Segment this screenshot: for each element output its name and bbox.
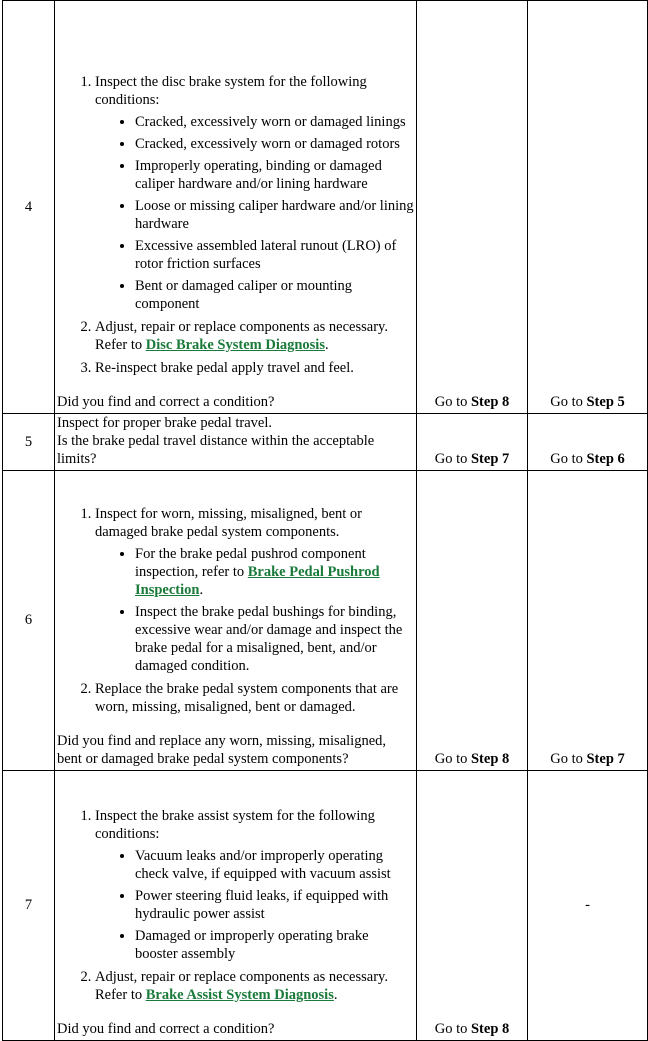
step-number: 7: [3, 771, 55, 1041]
step-action: [55, 1, 417, 414]
list-item: • Damaged or improperly operating brake booster assembly: [135, 927, 414, 963]
action-list: [57, 807, 414, 1004]
step-number: 6: [3, 471, 55, 771]
list-item: 1. Inspect the brake assist system for the following conditions: • Vacuum leaks and/or improperly operating check valve, if equipped with vacuum assist • Power steering fluid leaks, if equipped with hydraulic power assist • Damaged or improperly operating brake booster assembly: [95, 807, 414, 963]
pedal-pushrod-inspection-link[interactable]: Brake Pedal Pushrod Inspection: [135, 564, 380, 598]
list-item: • Cracked, excessively worn or damaged rotors: [135, 135, 414, 153]
brake-assist-diagnosis-link[interactable]: Brake Assist System Diagnosis: [145, 987, 334, 1003]
go-to-step-link[interactable]: Step 7: [470, 451, 510, 467]
inspection-list: [95, 545, 414, 675]
diagnostic-table: [2, 0, 648, 1041]
disc-brake-diagnosis-link[interactable]: Disc Brake System Diagnosis: [145, 337, 325, 353]
table-row-step-5: [3, 414, 648, 471]
go-to-step-link[interactable]: Step 8: [470, 394, 510, 410]
go-to-step-link[interactable]: Step 7: [586, 751, 625, 767]
list-item: 3. Re-inspect brake pedal apply travel and feel.: [95, 359, 414, 377]
condition-list: [95, 847, 414, 963]
yes-result: Go to Step 8: [417, 1, 528, 414]
list-item: 2. Adjust, repair or replace components as necessary. Refer to Disc Brake System Diagnosis.: [95, 318, 414, 354]
no-result: Go to Step 6: [528, 414, 648, 471]
list-item: • Bent or damaged caliper or mounting component: [135, 277, 414, 313]
list-item: 2. Replace the brake pedal system components that are worn, missing, misaligned, bent or damaged.: [95, 680, 414, 716]
step-action: [55, 471, 417, 771]
step-question: Is the brake pedal travel distance within the acceptable limits?: [57, 433, 375, 467]
yes-result: Go to Step 8: [417, 471, 528, 771]
list-item: • Power steering fluid leaks, if equipped with hydraulic power assist: [135, 887, 414, 923]
list-item: • Loose or missing caliper hardware and/or lining hardware: [135, 197, 414, 233]
no-result: -: [528, 771, 648, 1041]
list-item: 2. Adjust, repair or replace components as necessary. Refer to Brake Assist System Diagnosis.: [95, 968, 414, 1004]
list-item: • Improperly operating, binding or damaged caliper hardware and/or lining hardware: [135, 157, 414, 193]
table-row-step-4: [3, 1, 648, 414]
step-action: [55, 414, 417, 471]
condition-list: [95, 113, 414, 313]
list-item: • Cracked, excessively worn or damaged linings: [135, 113, 414, 131]
action-list: [57, 73, 414, 377]
no-result: Go to Step 7: [528, 471, 648, 771]
step-instruction: Inspect for proper brake pedal travel.: [57, 415, 272, 431]
no-result: Go to Step 5: [528, 1, 648, 414]
yes-result: Go to Step 8: [417, 771, 528, 1041]
list-item: • Inspect the brake pedal bushings for binding, excessive wear and/or damage and inspect the brake pedal for a misaligned, bent, and/or damaged condition.: [135, 603, 414, 675]
list-item: 1. Inspect the disc brake system for the following conditions: • Cracked, excessively worn or damaged linings • Cracked, excessively worn or damaged rotors • Improperly operating, binding or damaged caliper hardware and/or lining hardware • Loose or missing caliper hardware and/or lining hardware • Excessive assembled lateral runout (LRO) of rotor friction surfaces • Bent or damaged caliper or mounting component: [95, 73, 414, 313]
step-action: [55, 771, 417, 1041]
step-number: 5: [3, 414, 55, 471]
step-question: Did you find and replace any worn, missing, misaligned, bent or damaged brake pedal system components?: [57, 733, 387, 767]
list-item: • For the brake pedal pushrod component inspection, refer to Brake Pedal Pushrod Inspection.: [135, 545, 414, 599]
list-item: • Vacuum leaks and/or improperly operating check valve, if equipped with vacuum assist: [135, 847, 414, 883]
action-list: [57, 505, 414, 716]
go-to-step-link[interactable]: Step 5: [586, 394, 625, 410]
step-question: Did you find and correct a condition?: [57, 1021, 275, 1037]
yes-result: Go to Step 7: [417, 414, 528, 471]
table-row-step-7: [3, 771, 648, 1041]
table-row-step-6: [3, 471, 648, 771]
step-number: 4: [3, 1, 55, 414]
step-question: Did you find and correct a condition?: [57, 394, 275, 410]
go-to-step-link[interactable]: Step 6: [586, 451, 625, 467]
go-to-step-link[interactable]: Step 8: [470, 751, 510, 767]
list-item: • Excessive assembled lateral runout (LRO) of rotor friction surfaces: [135, 237, 414, 273]
list-item: 1. Inspect for worn, missing, misaligned, bent or damaged brake pedal system components. • For the brake pedal pushrod component inspection, refer to Brake Pedal Pushrod Inspection. • Inspect the brake pedal bushings for binding, excessive wear and/or damage and inspect the brake pedal for a misaligned, bent, and/or damaged condition.: [95, 505, 414, 675]
go-to-step-link[interactable]: Step 8: [470, 1021, 510, 1037]
